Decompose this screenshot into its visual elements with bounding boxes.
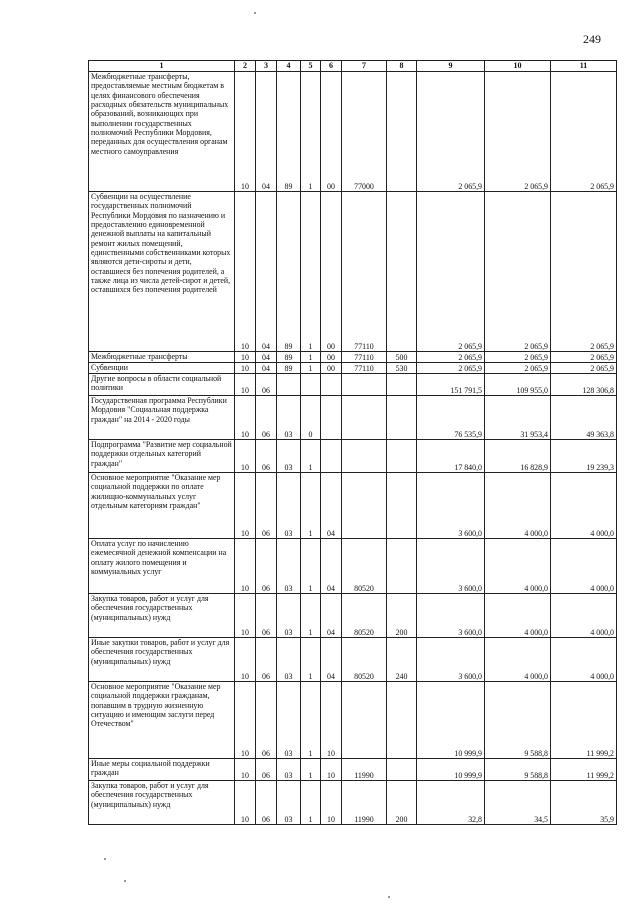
scan-speck bbox=[124, 880, 126, 882]
row-name-cell: Основное мероприятие "Оказание мер социальной поддержки по оплате жилищно-коммунальных услуг отдельным категориям граждан" bbox=[89, 473, 235, 539]
subsection-cell: 06 bbox=[256, 638, 277, 682]
section-cell: 10 bbox=[235, 638, 256, 682]
program-cell: 89 bbox=[277, 192, 301, 352]
program-cell: 03 bbox=[277, 396, 301, 440]
table-row bbox=[89, 759, 617, 781]
subprogram-cell: 1 bbox=[301, 759, 321, 781]
amount-cell: 2 065,9 bbox=[485, 192, 551, 352]
amount-cell: 4 000,0 bbox=[485, 638, 551, 682]
program-cell: 89 bbox=[277, 352, 301, 363]
activity-cell bbox=[321, 440, 342, 473]
direction-cell: 77110 bbox=[342, 363, 387, 374]
scan-speck bbox=[104, 858, 106, 860]
subsection-cell: 06 bbox=[256, 539, 277, 594]
row-name-cell: Иные меры социальной поддержки граждан bbox=[89, 759, 235, 781]
expense-type-cell bbox=[387, 473, 417, 539]
subsection-cell: 06 bbox=[256, 759, 277, 781]
activity-cell: 00 bbox=[321, 192, 342, 352]
scan-speck bbox=[388, 896, 390, 898]
amount-cell: 3 600,0 bbox=[417, 539, 485, 594]
subprogram-cell: 1 bbox=[301, 682, 321, 759]
row-name-cell: Основное мероприятие "Оказание мер социальной поддержки гражданам, попавшим в трудную жизненную ситуацию и имеющим заслуги перед Отечеством" bbox=[89, 682, 235, 759]
amount-cell: 11 999,2 bbox=[551, 682, 617, 759]
column-header: 6 bbox=[321, 61, 342, 72]
section-cell: 10 bbox=[235, 473, 256, 539]
amount-cell: 9 588,8 bbox=[485, 682, 551, 759]
amount-cell: 2 065,9 bbox=[485, 363, 551, 374]
amount-cell: 151 791,5 bbox=[417, 374, 485, 396]
table-row bbox=[89, 374, 617, 396]
amount-cell: 10 999,9 bbox=[417, 682, 485, 759]
row-name-cell: Иные закупки товаров, работ и услуг для обеспечения государственных (муниципальных) нужд bbox=[89, 638, 235, 682]
program-cell: 89 bbox=[277, 72, 301, 192]
row-name-cell: Другие вопросы в области социальной политики bbox=[89, 374, 235, 396]
row-name-cell: Межбюджетные трансферты bbox=[89, 352, 235, 363]
subprogram-cell: 0 bbox=[301, 396, 321, 440]
amount-cell: 19 239,3 bbox=[551, 440, 617, 473]
table-row bbox=[89, 363, 617, 374]
section-cell: 10 bbox=[235, 192, 256, 352]
subsection-cell: 04 bbox=[256, 72, 277, 192]
table-row bbox=[89, 72, 617, 192]
expense-type-cell: 240 bbox=[387, 638, 417, 682]
amount-cell: 4 000,0 bbox=[485, 594, 551, 638]
column-header: 5 bbox=[301, 61, 321, 72]
direction-cell bbox=[342, 473, 387, 539]
amount-cell: 31 953,4 bbox=[485, 396, 551, 440]
direction-cell: 77110 bbox=[342, 192, 387, 352]
program-cell: 03 bbox=[277, 682, 301, 759]
amount-cell: 3 600,0 bbox=[417, 594, 485, 638]
row-name-cell: Субвенции на осуществление государственных полномочий Республики Мордовия по назначению и предоставлению единовременной денежной выплаты на капитальный ремонт жилых помещений, единственными собственниками которых являются дети-сироты и дети, оставшиеся без попечения родителей, а также лица из числа детей-сирот и детей, оставшихся без попечения родителей bbox=[89, 192, 235, 352]
amount-cell: 2 065,9 bbox=[417, 352, 485, 363]
subprogram-cell: 1 bbox=[301, 473, 321, 539]
scan-speck bbox=[254, 12, 256, 14]
amount-cell: 2 065,9 bbox=[551, 363, 617, 374]
table-row bbox=[89, 192, 617, 352]
direction-cell: 11990 bbox=[342, 781, 387, 825]
amount-cell: 2 065,9 bbox=[417, 363, 485, 374]
direction-cell: 77000 bbox=[342, 72, 387, 192]
section-cell: 10 bbox=[235, 781, 256, 825]
row-name-cell: Оплата услуг по начислению ежемесячной денежной компенсации на оплату жилого помещения и коммунальных услуг bbox=[89, 539, 235, 594]
activity-cell: 10 bbox=[321, 682, 342, 759]
activity-cell: 10 bbox=[321, 781, 342, 825]
amount-cell: 2 065,9 bbox=[485, 352, 551, 363]
program-cell: 03 bbox=[277, 781, 301, 825]
expense-type-cell bbox=[387, 440, 417, 473]
expense-type-cell: 530 bbox=[387, 363, 417, 374]
amount-cell: 3 600,0 bbox=[417, 473, 485, 539]
amount-cell: 4 000,0 bbox=[551, 638, 617, 682]
row-name-cell: Закупка товаров, работ и услуг для обеспечения государственных (муниципальных) нужд bbox=[89, 781, 235, 825]
section-cell: 10 bbox=[235, 374, 256, 396]
expense-type-cell bbox=[387, 72, 417, 192]
activity-cell: 00 bbox=[321, 72, 342, 192]
section-cell: 10 bbox=[235, 759, 256, 781]
amount-cell: 17 840,0 bbox=[417, 440, 485, 473]
amount-cell: 2 065,9 bbox=[417, 72, 485, 192]
amount-cell: 2 065,9 bbox=[485, 72, 551, 192]
table-row bbox=[89, 440, 617, 473]
direction-cell: 80520 bbox=[342, 539, 387, 594]
subprogram-cell: 1 bbox=[301, 638, 321, 682]
expense-type-cell bbox=[387, 539, 417, 594]
subsection-cell: 06 bbox=[256, 396, 277, 440]
amount-cell: 2 065,9 bbox=[417, 192, 485, 352]
subprogram-cell: 1 bbox=[301, 539, 321, 594]
column-header: 10 bbox=[485, 61, 551, 72]
amount-cell: 3 600,0 bbox=[417, 638, 485, 682]
program-cell: 03 bbox=[277, 594, 301, 638]
program-cell: 03 bbox=[277, 473, 301, 539]
direction-cell bbox=[342, 374, 387, 396]
expense-type-cell bbox=[387, 374, 417, 396]
amount-cell: 35,9 bbox=[551, 781, 617, 825]
program-cell: 03 bbox=[277, 759, 301, 781]
row-name-cell: Государственная программа Республики Мордовия "Социальная поддержка граждан" на 2014 - 2020 годы bbox=[89, 396, 235, 440]
row-name-cell: Субвенции bbox=[89, 363, 235, 374]
subprogram-cell: 1 bbox=[301, 363, 321, 374]
subprogram-cell: 1 bbox=[301, 781, 321, 825]
direction-cell: 77110 bbox=[342, 352, 387, 363]
amount-cell: 2 065,9 bbox=[551, 72, 617, 192]
activity-cell: 04 bbox=[321, 539, 342, 594]
table-row bbox=[89, 473, 617, 539]
activity-cell: 10 bbox=[321, 759, 342, 781]
section-cell: 10 bbox=[235, 352, 256, 363]
amount-cell: 10 999,9 bbox=[417, 759, 485, 781]
column-header: 9 bbox=[417, 61, 485, 72]
expense-type-cell bbox=[387, 759, 417, 781]
amount-cell: 2 065,9 bbox=[551, 352, 617, 363]
amount-cell: 76 535,9 bbox=[417, 396, 485, 440]
amount-cell: 109 955,0 bbox=[485, 374, 551, 396]
amount-cell: 49 363,8 bbox=[551, 396, 617, 440]
activity-cell: 00 bbox=[321, 352, 342, 363]
column-header: 11 bbox=[551, 61, 617, 72]
column-header: 8 bbox=[387, 61, 417, 72]
subsection-cell: 04 bbox=[256, 192, 277, 352]
direction-cell bbox=[342, 396, 387, 440]
subsection-cell: 04 bbox=[256, 363, 277, 374]
amount-cell: 32,8 bbox=[417, 781, 485, 825]
program-cell: 03 bbox=[277, 440, 301, 473]
expense-type-cell bbox=[387, 396, 417, 440]
amount-cell: 4 000,0 bbox=[551, 539, 617, 594]
activity-cell bbox=[321, 396, 342, 440]
column-header: 3 bbox=[256, 61, 277, 72]
subprogram-cell bbox=[301, 374, 321, 396]
budget-table bbox=[88, 60, 617, 825]
program-cell bbox=[277, 374, 301, 396]
direction-cell bbox=[342, 440, 387, 473]
section-cell: 10 bbox=[235, 440, 256, 473]
subsection-cell: 06 bbox=[256, 594, 277, 638]
amount-cell: 16 828,9 bbox=[485, 440, 551, 473]
amount-cell: 128 306,8 bbox=[551, 374, 617, 396]
amount-cell: 4 000,0 bbox=[551, 473, 617, 539]
section-cell: 10 bbox=[235, 682, 256, 759]
direction-cell bbox=[342, 682, 387, 759]
expense-type-cell: 500 bbox=[387, 352, 417, 363]
table-header-row bbox=[89, 61, 617, 72]
direction-cell: 11990 bbox=[342, 759, 387, 781]
expense-type-cell: 200 bbox=[387, 781, 417, 825]
subsection-cell: 06 bbox=[256, 374, 277, 396]
subsection-cell: 06 bbox=[256, 682, 277, 759]
column-header: 7 bbox=[342, 61, 387, 72]
direction-cell: 80520 bbox=[342, 638, 387, 682]
program-cell: 89 bbox=[277, 363, 301, 374]
section-cell: 10 bbox=[235, 594, 256, 638]
section-cell: 10 bbox=[235, 539, 256, 594]
direction-cell: 80520 bbox=[342, 594, 387, 638]
expense-type-cell bbox=[387, 682, 417, 759]
amount-cell: 34,5 bbox=[485, 781, 551, 825]
table-row bbox=[89, 396, 617, 440]
program-cell: 03 bbox=[277, 539, 301, 594]
subprogram-cell: 1 bbox=[301, 594, 321, 638]
amount-cell: 4 000,0 bbox=[485, 473, 551, 539]
subsection-cell: 04 bbox=[256, 352, 277, 363]
table-row bbox=[89, 781, 617, 825]
table-row bbox=[89, 539, 617, 594]
activity-cell: 04 bbox=[321, 473, 342, 539]
subsection-cell: 06 bbox=[256, 440, 277, 473]
expense-type-cell: 200 bbox=[387, 594, 417, 638]
amount-cell: 9 588,8 bbox=[485, 759, 551, 781]
subprogram-cell: 1 bbox=[301, 440, 321, 473]
activity-cell: 04 bbox=[321, 594, 342, 638]
subsection-cell: 06 bbox=[256, 473, 277, 539]
page-number: 249 bbox=[583, 32, 601, 46]
column-header: 1 bbox=[89, 61, 235, 72]
amount-cell: 2 065,9 bbox=[551, 192, 617, 352]
table-row bbox=[89, 352, 617, 363]
subprogram-cell: 1 bbox=[301, 192, 321, 352]
row-name-cell: Подпрограмма "Развитие мер социальной поддержки отдельных категорий граждан" bbox=[89, 440, 235, 473]
table-row bbox=[89, 594, 617, 638]
amount-cell: 4 000,0 bbox=[551, 594, 617, 638]
column-header: 2 bbox=[235, 61, 256, 72]
subprogram-cell: 1 bbox=[301, 352, 321, 363]
subprogram-cell: 1 bbox=[301, 72, 321, 192]
subsection-cell: 06 bbox=[256, 781, 277, 825]
amount-cell: 11 999,2 bbox=[551, 759, 617, 781]
amount-cell: 4 000,0 bbox=[485, 539, 551, 594]
row-name-cell: Межбюджетные трансферты, предоставляемые местным бюджетам в целях финансового обеспечения расходных обязательств муниципальных образований, возникающих при выполнении государственных полномочий Республики Мордовия, переданных для осуществления органам местного самоуправления bbox=[89, 72, 235, 192]
row-name-cell: Закупка товаров, работ и услуг для обеспечения государственных (муниципальных) нужд bbox=[89, 594, 235, 638]
table-row bbox=[89, 682, 617, 759]
column-header: 4 bbox=[277, 61, 301, 72]
section-cell: 10 bbox=[235, 396, 256, 440]
expense-type-cell bbox=[387, 192, 417, 352]
activity-cell bbox=[321, 374, 342, 396]
activity-cell: 04 bbox=[321, 638, 342, 682]
activity-cell: 00 bbox=[321, 363, 342, 374]
table-row bbox=[89, 638, 617, 682]
section-cell: 10 bbox=[235, 72, 256, 192]
section-cell: 10 bbox=[235, 363, 256, 374]
program-cell: 03 bbox=[277, 638, 301, 682]
